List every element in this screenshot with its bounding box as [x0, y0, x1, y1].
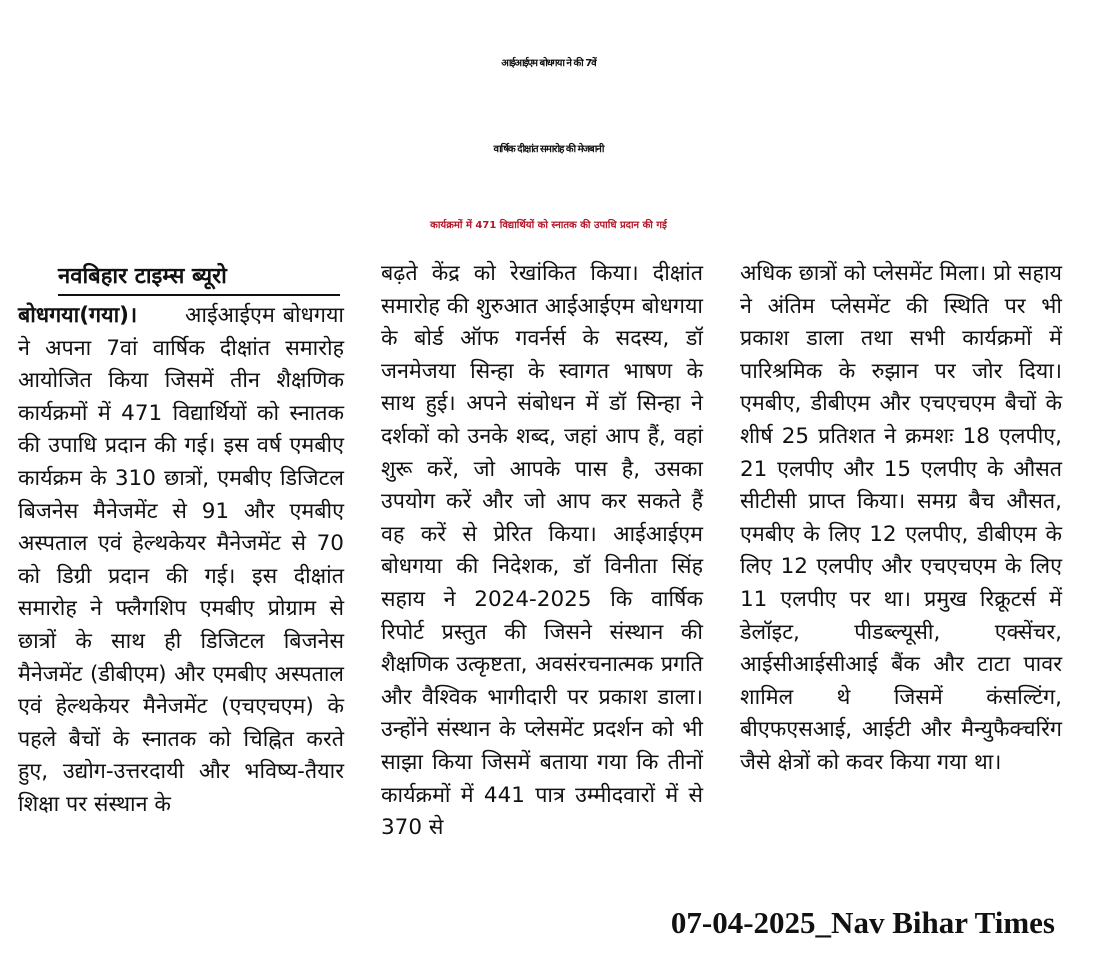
- headline-line-2: वार्षिक दीक्षांत समारोह की मेजबानी: [493, 144, 604, 155]
- article-column-2: [381, 258, 703, 845]
- article-column-3: [740, 258, 1062, 780]
- column-1-text: [18, 300, 344, 822]
- source-date-footer: 07-04-2025_Nav Bihar Times: [670, 905, 1055, 940]
- dateline: बोधगया(गया)।: [18, 303, 138, 328]
- headline-line-1: आईआईएम बोधगया ने की 7वें: [501, 58, 596, 69]
- subheadline: कार्यक्रमों में 471 विद्यार्थियों को स्नातक की उपाधि प्रदान की गई: [430, 220, 667, 231]
- column-1-body: आईआईएम बोधगया ने अपना 7वां वार्षिक दीक्षांत समारोह आयोजित किया जिसमें तीन शैक्षणिक कार्यक्रमों में 471 विद्यार्थियों को स्नातक की उपाधि प्रदान की गई। इस वर्ष एमबीए कार्यक्रम के 310 छात्रों, एमबीए डिजिटल बिजनेस मैनेजमेंट से 91 और एमबीए अस्पताल एवं हेल्थकेयर मैनेजमेंट से 70 को डिग्री प्रदान की गई। इस दीक्षांत समारोह ने फ्लैगशिप एमबीए प्रोग्राम से छात्रों के साथ ही डिजिटल बिजनेस मैनेजमेंट (डीबीएम) और एमबीए अस्पताल एवं हेल्थकेयर मैनेजमेंट (एचएचएम) के पहले बैचों के स्नातक को चिह्नित करते हुए, उद्योग-उत्तरदायी और भविष्य-तैयार शिक्षा पर संस्थान के: [18, 303, 344, 817]
- column-3-text: अधिक छात्रों को प्लेसमेंट मिला। प्रो सहाय ने अंतिम प्लेसमेंट की स्थिति पर भी प्रकाश डाला तथा सभी कार्यक्रमों में पारिश्रमिक के रुझान पर जोर दिया। एमबीए, डीबीएम और एचएचएम बैचों के शीर्ष 25 प्रतिशत ने क्रमशः 18 एलपीए, 21 एलपीए और 15 एलपीए के औसत सीटीसी प्राप्त किया। समग्र बैच औसत, एमबीए के लिए 12 एलपीए, डीबीएम के लिए 12 एलपीए और एचएचएम के लिए 11 एलपीए पर था। प्रमुख रिक्रूटर्स में डेलॉइट, पीडब्ल्यूसी, एक्सेंचर, आईसीआईसीआई बैंक और टाटा पावर शामिल थे जिसमें कंसल्टिंग, बीएफएसआई, आईटी और मैन्युफैक्चरिंग जैसे क्षेत्रों को कवर किया गया था।: [740, 261, 1062, 775]
- byline: नवबिहार टाइम्स ब्यूरो: [58, 262, 340, 296]
- column-2-text: बढ़ते केंद्र को रेखांकित किया। दीक्षांत समारोह की शुरुआत आईआईएम बोधगया के बोर्ड ऑफ गवर्नर्स के सदस्य, डॉ जनमेजया सिन्हा के स्वागत भाषण के साथ हुई। अपने संबोधन में डॉ सिन्हा ने दर्शकों को उनके शब्द, जहां आप हैं, वहां शुरू करें, जो आपके पास है, उसका उपयोग करें और जो आप कर सकते हैं वह करें से प्रेरित किया। आईआईएम बोधगया की निदेशक, डॉ विनीता सिंह सहाय ने 2024-2025 कि वार्षिक रिपोर्ट प्रस्तुत की जिसने संस्थान की शैक्षणिक उत्कृष्टता, अवसंरचनात्मक प्रगति और वैश्विक भागीदारी पर प्रकाश डाला। उन्होंने संस्थान के प्लेसमेंट प्रदर्शन को भी साझा किया जिसमें बताया गया कि तीनों कार्यक्रमों में 441 पात्र उम्मीदवारों में से 370 से: [381, 261, 703, 841]
- article-column-1: [18, 262, 344, 822]
